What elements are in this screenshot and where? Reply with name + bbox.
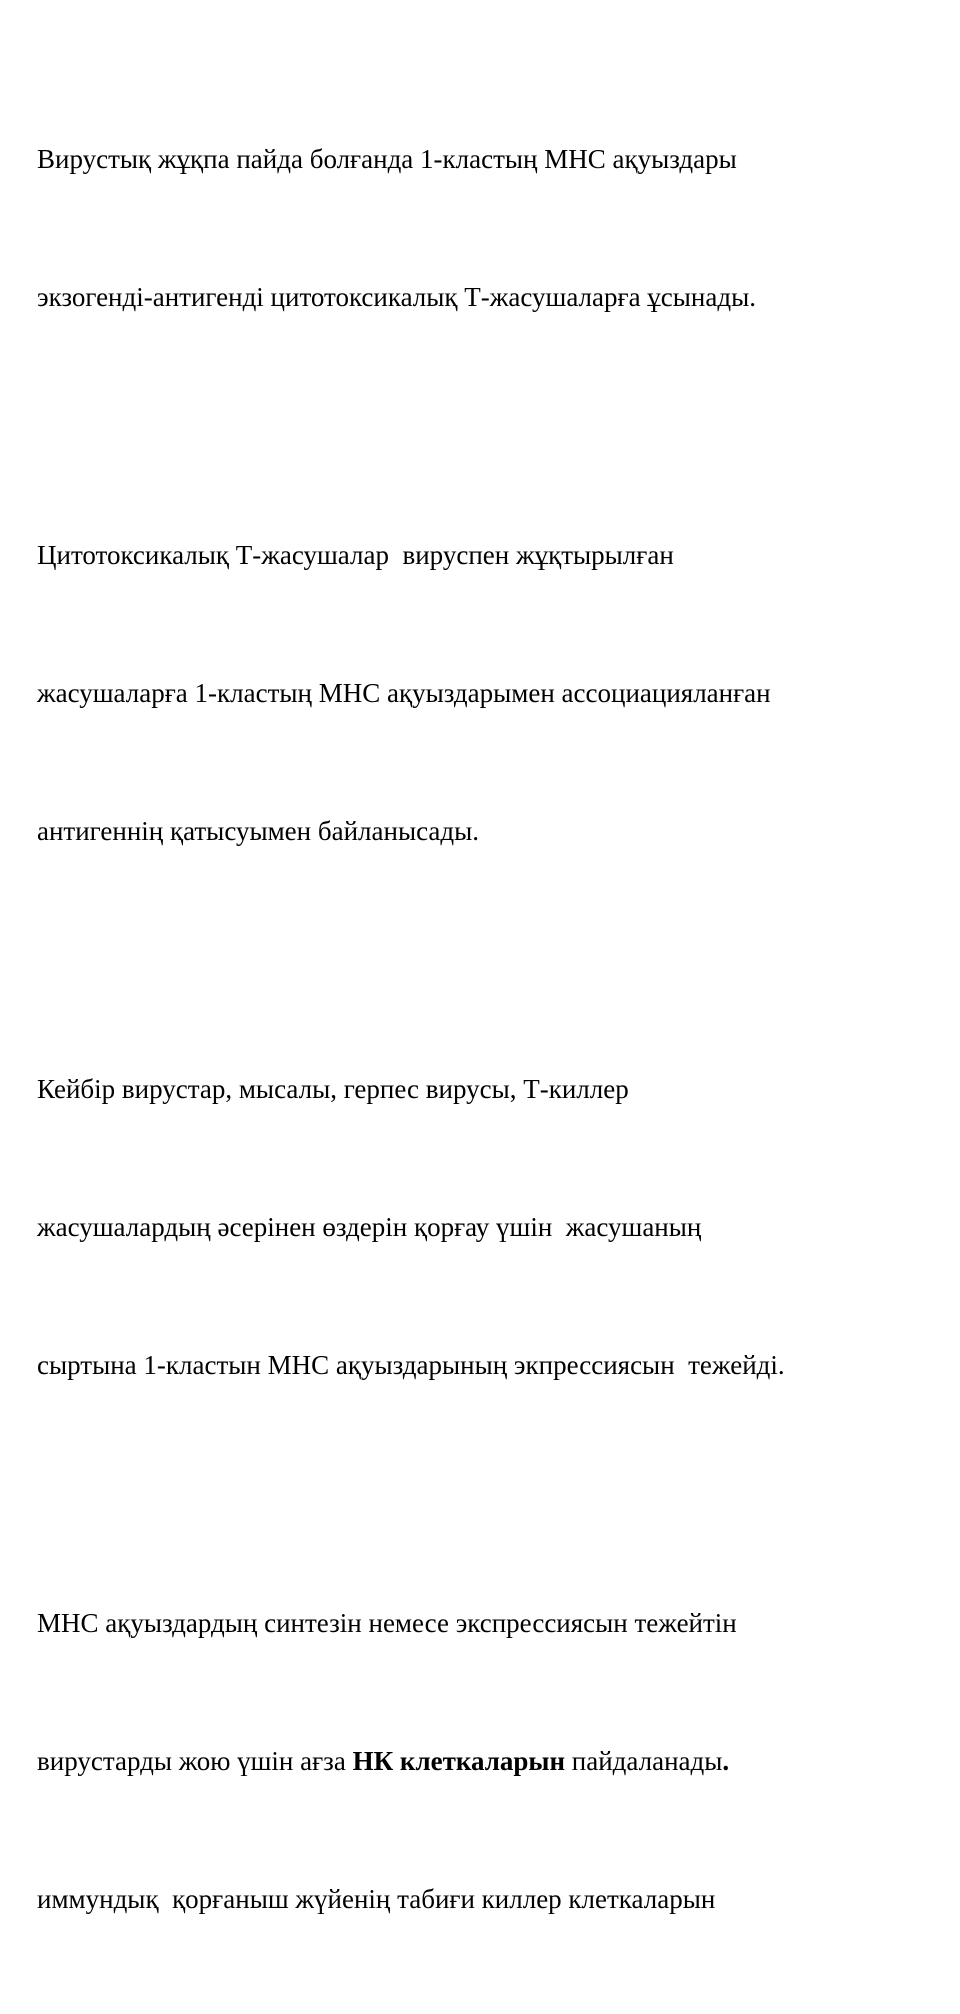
paragraph-3-line-1: Кейбір вирустар, мысалы, герпес вирусы, Т-киллер [37,1074,629,1104]
paragraph-4-line-2-text: вирустарды жою үшін ағза [37,1746,353,1776]
paragraph-2-line-3: антигеннің қатысуымен байланысады. [37,816,480,846]
paragraph-4 [37,1508,937,2014]
paragraph-4-line-2-text-end: пайдаланады [565,1746,723,1776]
paragraph-2 [37,440,937,946]
paragraph-4-line-1: МНС ақуыздардың синтезін немесе экспрессиясын тежейтін [37,1608,737,1638]
paragraph-4-line-2-period: . [722,1746,730,1776]
paragraph-2-line-1: Цитотоксикалық Т-жасушалар вируспен жұқтырылған [37,540,674,570]
paragraph-1 [37,44,937,412]
paragraph-4-line-3: иммундық қорғаныш жүйенің табиғи киллер клеткаларын [37,1884,716,1914]
paragraph-3 [37,974,937,1480]
paragraph-2-line-2: жасушаларға 1-кластың МНС ақуыздарымен ассоциацияланған [37,678,771,708]
slide-text-body [37,44,937,2014]
paragraph-1-line-2: экзогенді-антигенді цитотоксикалық Т-жасушаларға ұсынады. [37,282,756,312]
paragraph-3-line-2: жасушалардың әсерінен өздерін қорғау үшін жасушаның [37,1212,702,1242]
paragraph-4-line-2 [37,1738,937,1784]
paragraph-1-line-1: Вирустық жұқпа пайда болғанда 1-кластың МНС ақуыздары [37,144,737,174]
nk-cells-emphasis: НК клеткаларын [352,1746,566,1776]
paragraph-3-line-3: сыртына 1-кластын МНС ақуыздарының экпрессиясын тежейді. [37,1350,785,1380]
